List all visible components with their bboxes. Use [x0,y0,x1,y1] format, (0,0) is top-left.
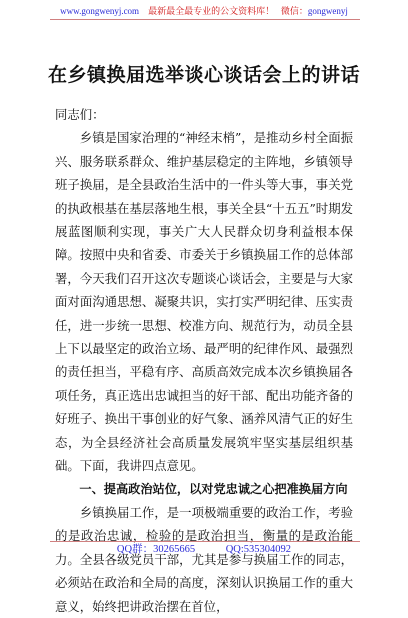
section-heading: 一、提高政治站位，以对党忠诚之心把准换届方向 [79,481,348,496]
wechat-label: 微信： [280,6,308,16]
page-header [0,5,408,17]
paragraph: 乡镇是国家治理的“神经末梢”，是推动乡村全面振兴、服务联系群众、维护基层稳定的主阵地，乡镇领导班子换届，是全县政治生活中的一件头等大事，事关党的执政根基在基层落地生根，事关全县“十五五”时期发展蓝图顺利实现，事关广大人民群众切身利益根本保障。按照中央和省委、市委关于乡镇换届工作的总体部署，今天我们召开这次专题谈心谈话会，主要是与大家面对面沟通思想、凝聚共识，实打实严明纪律、压实责任，进一步统一思想、校准方向、规范行为，动员全县上下以最坚定的政治立场、最严明的纪律作风、最强烈的责任担当，平稳有序、高质高效完成本次乡镇换届各项任务，真正选出忠诚担当的好干部、配出功能齐备的好班子、换出干事创业的好气象、涵养风清气正的好生态，为全县经济社会高质量发展筑牢坚实基层组织基础。下面，我讲四点意见。 [55,130,353,474]
document-title: 在乡镇换届选举谈心谈话会上的讲话 [47,64,360,86]
paragraph: 乡镇换届工作，是一项极端重要的政治工作，考验的是政治忠诚，检验的是政治担当，衡量的是政治能力。全县各级党员干部，尤其是参与换届工作的同志，必须站在政治和全局的高度，深刻认识换届工作的重大意义，始终把讲政治摆在首位， [55,504,353,614]
page-footer [0,543,408,557]
qq-number: QQ:535304092 [225,544,292,555]
qq-group-number: QQ群：30265665 [116,544,196,555]
salutation: 同志们： [55,107,105,122]
site-url-link[interactable]: www.gongwenyj.com [60,6,140,16]
wechat-id-link[interactable]: gongwenyj [307,6,348,16]
footer-divider [50,541,360,542]
site-slogan: 最新最全最专业的公文资料库！ [148,6,275,16]
header-divider [50,19,360,20]
